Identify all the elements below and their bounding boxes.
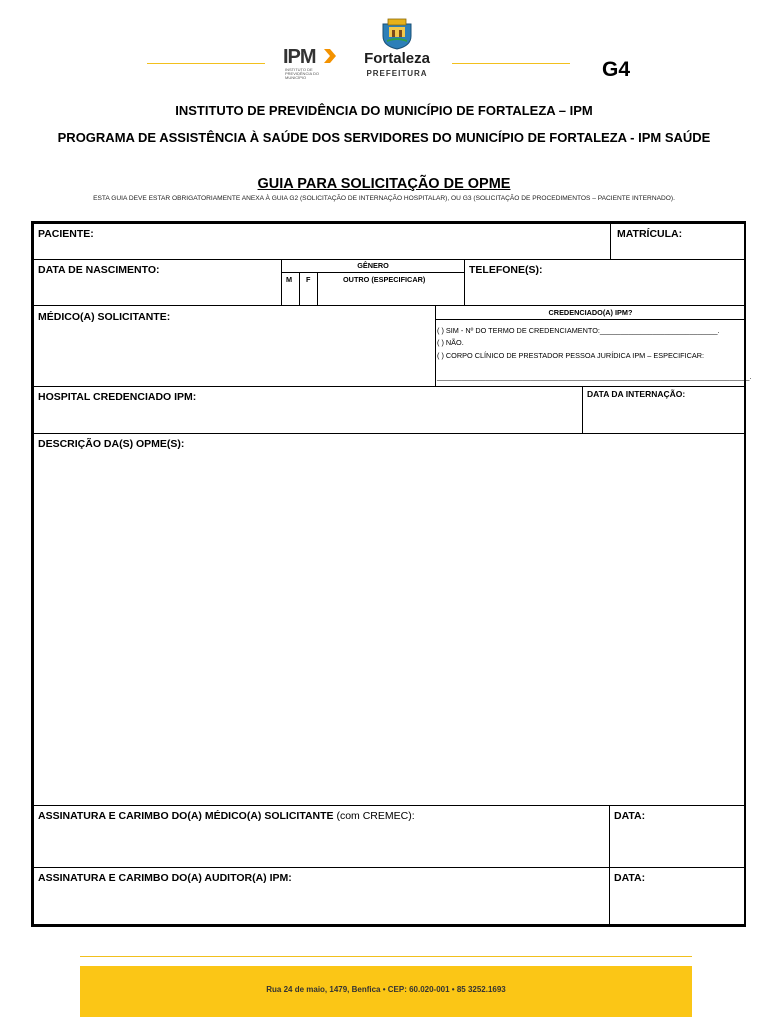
- requesting-doctor-field[interactable]: [33, 305, 436, 387]
- page-title: GUIA PARA SOLICITAÇÃO DE OPME: [257, 176, 511, 192]
- accredited-options: [435, 319, 752, 387]
- auditor-signature-field[interactable]: [33, 867, 610, 925]
- registration-field[interactable]: [610, 223, 746, 260]
- doctor-signature-date-field[interactable]: [609, 805, 746, 868]
- accredited-clinical-option[interactable]: ( ) CORPO CLÍNICO DE PRESTADOR PESSOA JURÍDICA IPM – ESPECIFICAR:: [437, 351, 705, 360]
- phone-label: TELEFONE(S):: [469, 264, 543, 276]
- city-logo-subtitle: PREFEITURA: [366, 69, 428, 78]
- accredited-specify-line[interactable]: _____________________________________________________________________________.: [437, 372, 752, 381]
- footer-bar: [80, 966, 692, 1017]
- doctor-signature-label: [38, 810, 415, 822]
- hospital-field[interactable]: [33, 386, 583, 434]
- doctor-signature-suffix: (com CREMEC):: [333, 810, 415, 822]
- patient-field[interactable]: [33, 223, 611, 260]
- institute-name: INSTITUTO DE PREVIDÊNCIA DO MUNICÍPIO DE FORTALEZA – IPM: [175, 103, 593, 118]
- accredited-no-option[interactable]: ( ) NÃO.: [437, 338, 464, 347]
- gender-female-option[interactable]: [299, 272, 318, 306]
- footer-rule: [80, 956, 692, 957]
- ipm-logo: [283, 46, 343, 80]
- header-rule-right: [452, 63, 570, 64]
- ipm-arrow-icon: [322, 49, 336, 63]
- opme-description-field[interactable]: [33, 433, 746, 806]
- gender-female-label: F: [306, 275, 311, 284]
- registration-label: MATRÍCULA:: [617, 228, 683, 240]
- auditor-signature-label: ASSINATURA E CARIMBO DO(A) AUDITOR(A) IPM:: [38, 872, 292, 884]
- fortaleza-logo: [357, 18, 437, 80]
- admission-date-label: DATA DA INTERNAÇÃO:: [587, 389, 686, 399]
- accredited-header-label: CREDENCIADO(A) IPM?: [548, 308, 633, 317]
- hospital-label: HOSPITAL CREDENCIADO IPM:: [38, 391, 197, 403]
- gender-other-option[interactable]: [317, 272, 465, 306]
- auditor-signature-date-field[interactable]: [609, 867, 746, 925]
- phone-field[interactable]: [464, 259, 746, 306]
- program-name: PROGRAMA DE ASSISTÊNCIA À SAÚDE DOS SERVIDORES DO MUNICÍPIO DE FORTALEZA - IPM SAÚDE: [57, 130, 711, 145]
- admission-date-field[interactable]: [582, 386, 746, 434]
- attachment-note: ESTA GUIA DEVE ESTAR OBRIGATORIAMENTE ANEXA À GUIA G2 (SOLICITAÇÃO DE INTERNAÇÃO HOSPITALAR), OU G3 (SOLICITAÇÃO DE PROCEDIMENTOS – PACIENTE INTERNADO).: [93, 195, 675, 202]
- gender-male-option[interactable]: [281, 272, 300, 306]
- gender-header: [281, 259, 465, 273]
- birth-date-field[interactable]: [33, 259, 282, 306]
- gender-other-label: OUTRO (ESPECIFICAR): [343, 275, 426, 284]
- city-logo-name: Fortaleza: [364, 50, 430, 67]
- city-crest-icon: [379, 18, 415, 50]
- accredited-yes-option[interactable]: ( ) SIM - Nº DO TERMO DE CREDENCIAMENTO:_____________________________.: [437, 326, 720, 335]
- doctor-signature-field[interactable]: [33, 805, 610, 868]
- patient-label: PACIENTE:: [38, 228, 94, 240]
- gender-male-label: M: [286, 275, 293, 284]
- doctor-signature-date-label: DATA:: [614, 810, 646, 822]
- form-code: G4: [602, 58, 631, 81]
- auditor-signature-date-label: DATA:: [614, 872, 646, 884]
- header-rule-left: [147, 63, 265, 64]
- opme-description-label: DESCRIÇÃO DA(S) OPME(S):: [38, 438, 185, 450]
- accredited-header: [435, 305, 746, 320]
- birth-date-label: DATA DE NASCIMENTO:: [38, 264, 160, 276]
- gender-header-label: GÊNERO: [357, 261, 389, 270]
- opme-request-form: [31, 221, 752, 927]
- ipm-logo-wordmark: IPM: [283, 46, 316, 68]
- ipm-logo-subtitle: INSTITUTO DE PREVIDÊNCIA DO MUNICÍPIO: [285, 67, 320, 80]
- requesting-doctor-label: MÉDICO(A) SOLICITANTE:: [38, 311, 171, 323]
- footer-address: Rua 24 de maio, 1479, Benfica • CEP: 60.020-001 • 85 3252.1693: [266, 985, 506, 994]
- doctor-signature-title: ASSINATURA E CARIMBO DO(A) MÉDICO(A) SOLICITANTE: [38, 810, 334, 822]
